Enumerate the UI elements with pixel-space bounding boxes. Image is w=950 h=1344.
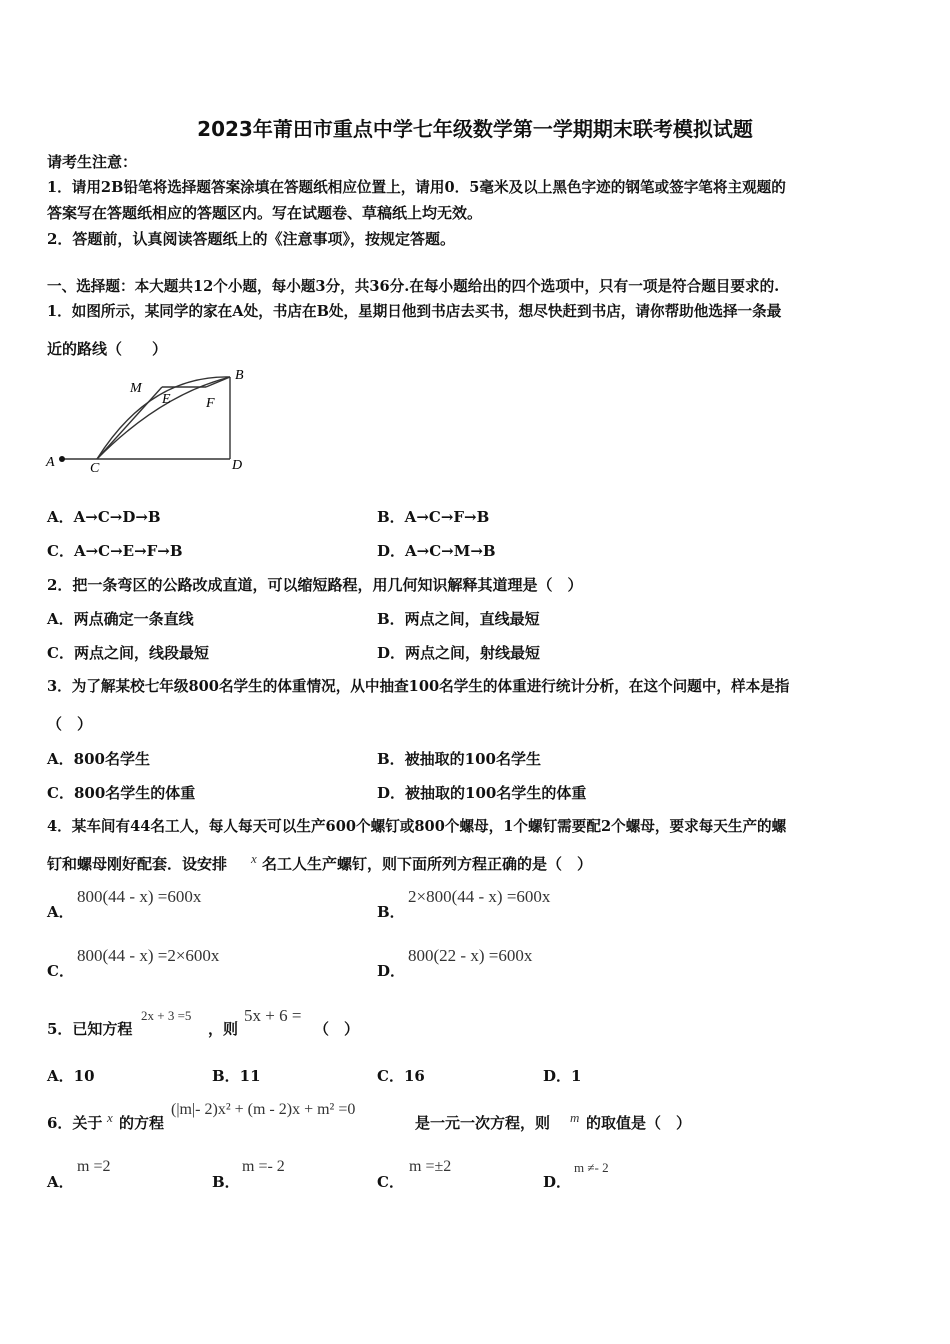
q3-option-c[interactable]: C．800名学生的体重 bbox=[47, 784, 196, 802]
q4-option-d-equation: 800(22 - x) =600x bbox=[408, 946, 533, 965]
q6-stem-d: 的取值是（ ） bbox=[586, 1114, 692, 1132]
q6-option-a-label[interactable]: A． bbox=[47, 1173, 74, 1191]
notice-heading: 请考生注意： bbox=[47, 153, 138, 171]
q6-option-a-value: m =2 bbox=[77, 1158, 111, 1175]
q6-stem-c: 是一元一次方程，则 bbox=[415, 1114, 551, 1132]
q5-expression: 5x + 6 = bbox=[244, 1006, 302, 1025]
q5-stem-b: ，则 bbox=[208, 1020, 239, 1038]
q4-stem-line2b: 名工人生产螺钉，则下面所列方程正确的是（ ） bbox=[262, 855, 593, 873]
q4-option-c-label[interactable]: C． bbox=[47, 962, 74, 980]
q6-stem-b: 的方程 bbox=[119, 1114, 165, 1132]
q4-variable-x: x bbox=[251, 851, 257, 866]
q4-option-b-label[interactable]: B． bbox=[377, 903, 405, 921]
label-c: C bbox=[90, 461, 100, 476]
label-d: D bbox=[232, 458, 243, 473]
label-e: E bbox=[162, 392, 171, 407]
q3-stem-line1: 3．为了解某校七年级800名学生的体重情况，从中抽查100名学生的体重进行统计分析，在这个问题中，样本是指 bbox=[47, 678, 790, 695]
q1-option-d[interactable]: D．A→C→M→B bbox=[377, 542, 496, 560]
q5-stem-a: 5．已知方程 bbox=[47, 1020, 133, 1038]
q4-option-d-label[interactable]: D． bbox=[377, 962, 406, 980]
q4-option-a-label[interactable]: A． bbox=[47, 903, 74, 921]
label-f: F bbox=[206, 396, 215, 411]
label-b: B bbox=[235, 368, 244, 383]
q2-stem: 2．把一条弯区的公路改成直道，可以缩短路程，用几何知识解释其道理是（ ） bbox=[47, 576, 583, 594]
q2-option-a[interactable]: A．两点确定一条直线 bbox=[47, 610, 194, 628]
q4-option-b-equation: 2×800(44 - x) =600x bbox=[408, 887, 551, 906]
q1-stem-line2: 近的路线（ ） bbox=[47, 340, 168, 358]
q6-equation: (|m|- 2)x² + (m - 2)x + m² =0 bbox=[171, 1101, 356, 1118]
segment-ce bbox=[97, 387, 162, 459]
q2-option-c[interactable]: C．两点之间，线段最短 bbox=[47, 644, 209, 662]
q1-option-b[interactable]: B．A→C→F→B bbox=[377, 508, 490, 526]
arc-cb bbox=[97, 377, 230, 459]
point-a bbox=[59, 456, 65, 462]
page-title: 2023年莆田市重点中学七年级数学第一学期期末联考模拟试题 bbox=[197, 117, 753, 141]
q5-option-c[interactable]: C．16 bbox=[377, 1067, 425, 1085]
q6-option-c-value: m =±2 bbox=[409, 1158, 452, 1175]
q6-variable-m: m bbox=[570, 1110, 580, 1125]
q1-option-a[interactable]: A．A→C→D→B bbox=[47, 508, 161, 526]
q2-option-d[interactable]: D．两点之间，射线最短 bbox=[377, 644, 541, 662]
q5-option-b[interactable]: B．11 bbox=[212, 1067, 261, 1085]
q1-option-c[interactable]: C．A→C→E→F→B bbox=[47, 542, 183, 560]
q4-stem-line1: 4．某车间有44名工人，每人每天可以生产600个螺钉或800个螺母，1个螺钉需要配2个螺母，要求每天生产的螺 bbox=[47, 818, 787, 835]
q3-option-d[interactable]: D．被抽取的100名学生的体重 bbox=[377, 784, 587, 802]
q6-option-c-label[interactable]: C． bbox=[377, 1173, 404, 1191]
q6-option-d-label[interactable]: D． bbox=[543, 1173, 572, 1191]
q1-figure bbox=[40, 365, 260, 480]
q3-stem-line2: （ ） bbox=[47, 715, 93, 733]
label-m: M bbox=[130, 381, 142, 396]
q3-option-b[interactable]: B．被抽取的100名学生 bbox=[377, 750, 541, 768]
q1-stem-line1: 1．如图所示，某同学的家在A处，书店在B处，星期日他到书店去买书，想尽快赶到书店，请你帮助他选择一条最 bbox=[47, 303, 782, 320]
q6-option-b-value: m =- 2 bbox=[242, 1158, 285, 1175]
q3-option-a[interactable]: A．800名学生 bbox=[47, 750, 150, 768]
q4-option-a-equation: 800(44 - x) =600x bbox=[77, 887, 202, 906]
label-a: A bbox=[46, 455, 55, 470]
q6-stem-a: 6．关于 bbox=[47, 1114, 103, 1132]
q5-option-d[interactable]: D．1 bbox=[543, 1067, 582, 1085]
q6-option-b-label[interactable]: B． bbox=[212, 1173, 240, 1191]
q6-variable-x: x bbox=[107, 1110, 113, 1125]
q4-option-c-equation: 800(44 - x) =2×600x bbox=[77, 946, 220, 965]
q6-option-d-value: m ≠- 2 bbox=[574, 1160, 609, 1175]
arc-cmb bbox=[97, 377, 230, 459]
q5-option-a[interactable]: A．10 bbox=[47, 1067, 95, 1085]
q2-option-b[interactable]: B．两点之间，直线最短 bbox=[377, 610, 540, 628]
notice-line-1b: 答案写在答题纸相应的答题区内。写在试题卷、草稿纸上均无效。 bbox=[47, 204, 483, 222]
q4-stem-line2a: 钉和螺母刚好配套．设安排 bbox=[47, 855, 228, 873]
q5-stem-c: （ ） bbox=[314, 1020, 360, 1038]
section-heading: 一、选择题：本大题共12个小题，每小题3分，共36分.在每小题给出的四个选项中，只有一项是符合题目要求的. bbox=[47, 278, 780, 295]
q5-equation: 2x + 3 =5 bbox=[141, 1008, 192, 1023]
notice-line-1: 1．请用2B铅笔将选择题答案涂填在答题纸相应位置上，请用0．5毫米及以上黑色字迹的钢笔或签字笔将主观题的 bbox=[47, 179, 786, 196]
notice-line-2: 2．答题前，认真阅读答题纸上的《注意事项》，按规定答题。 bbox=[47, 230, 455, 248]
